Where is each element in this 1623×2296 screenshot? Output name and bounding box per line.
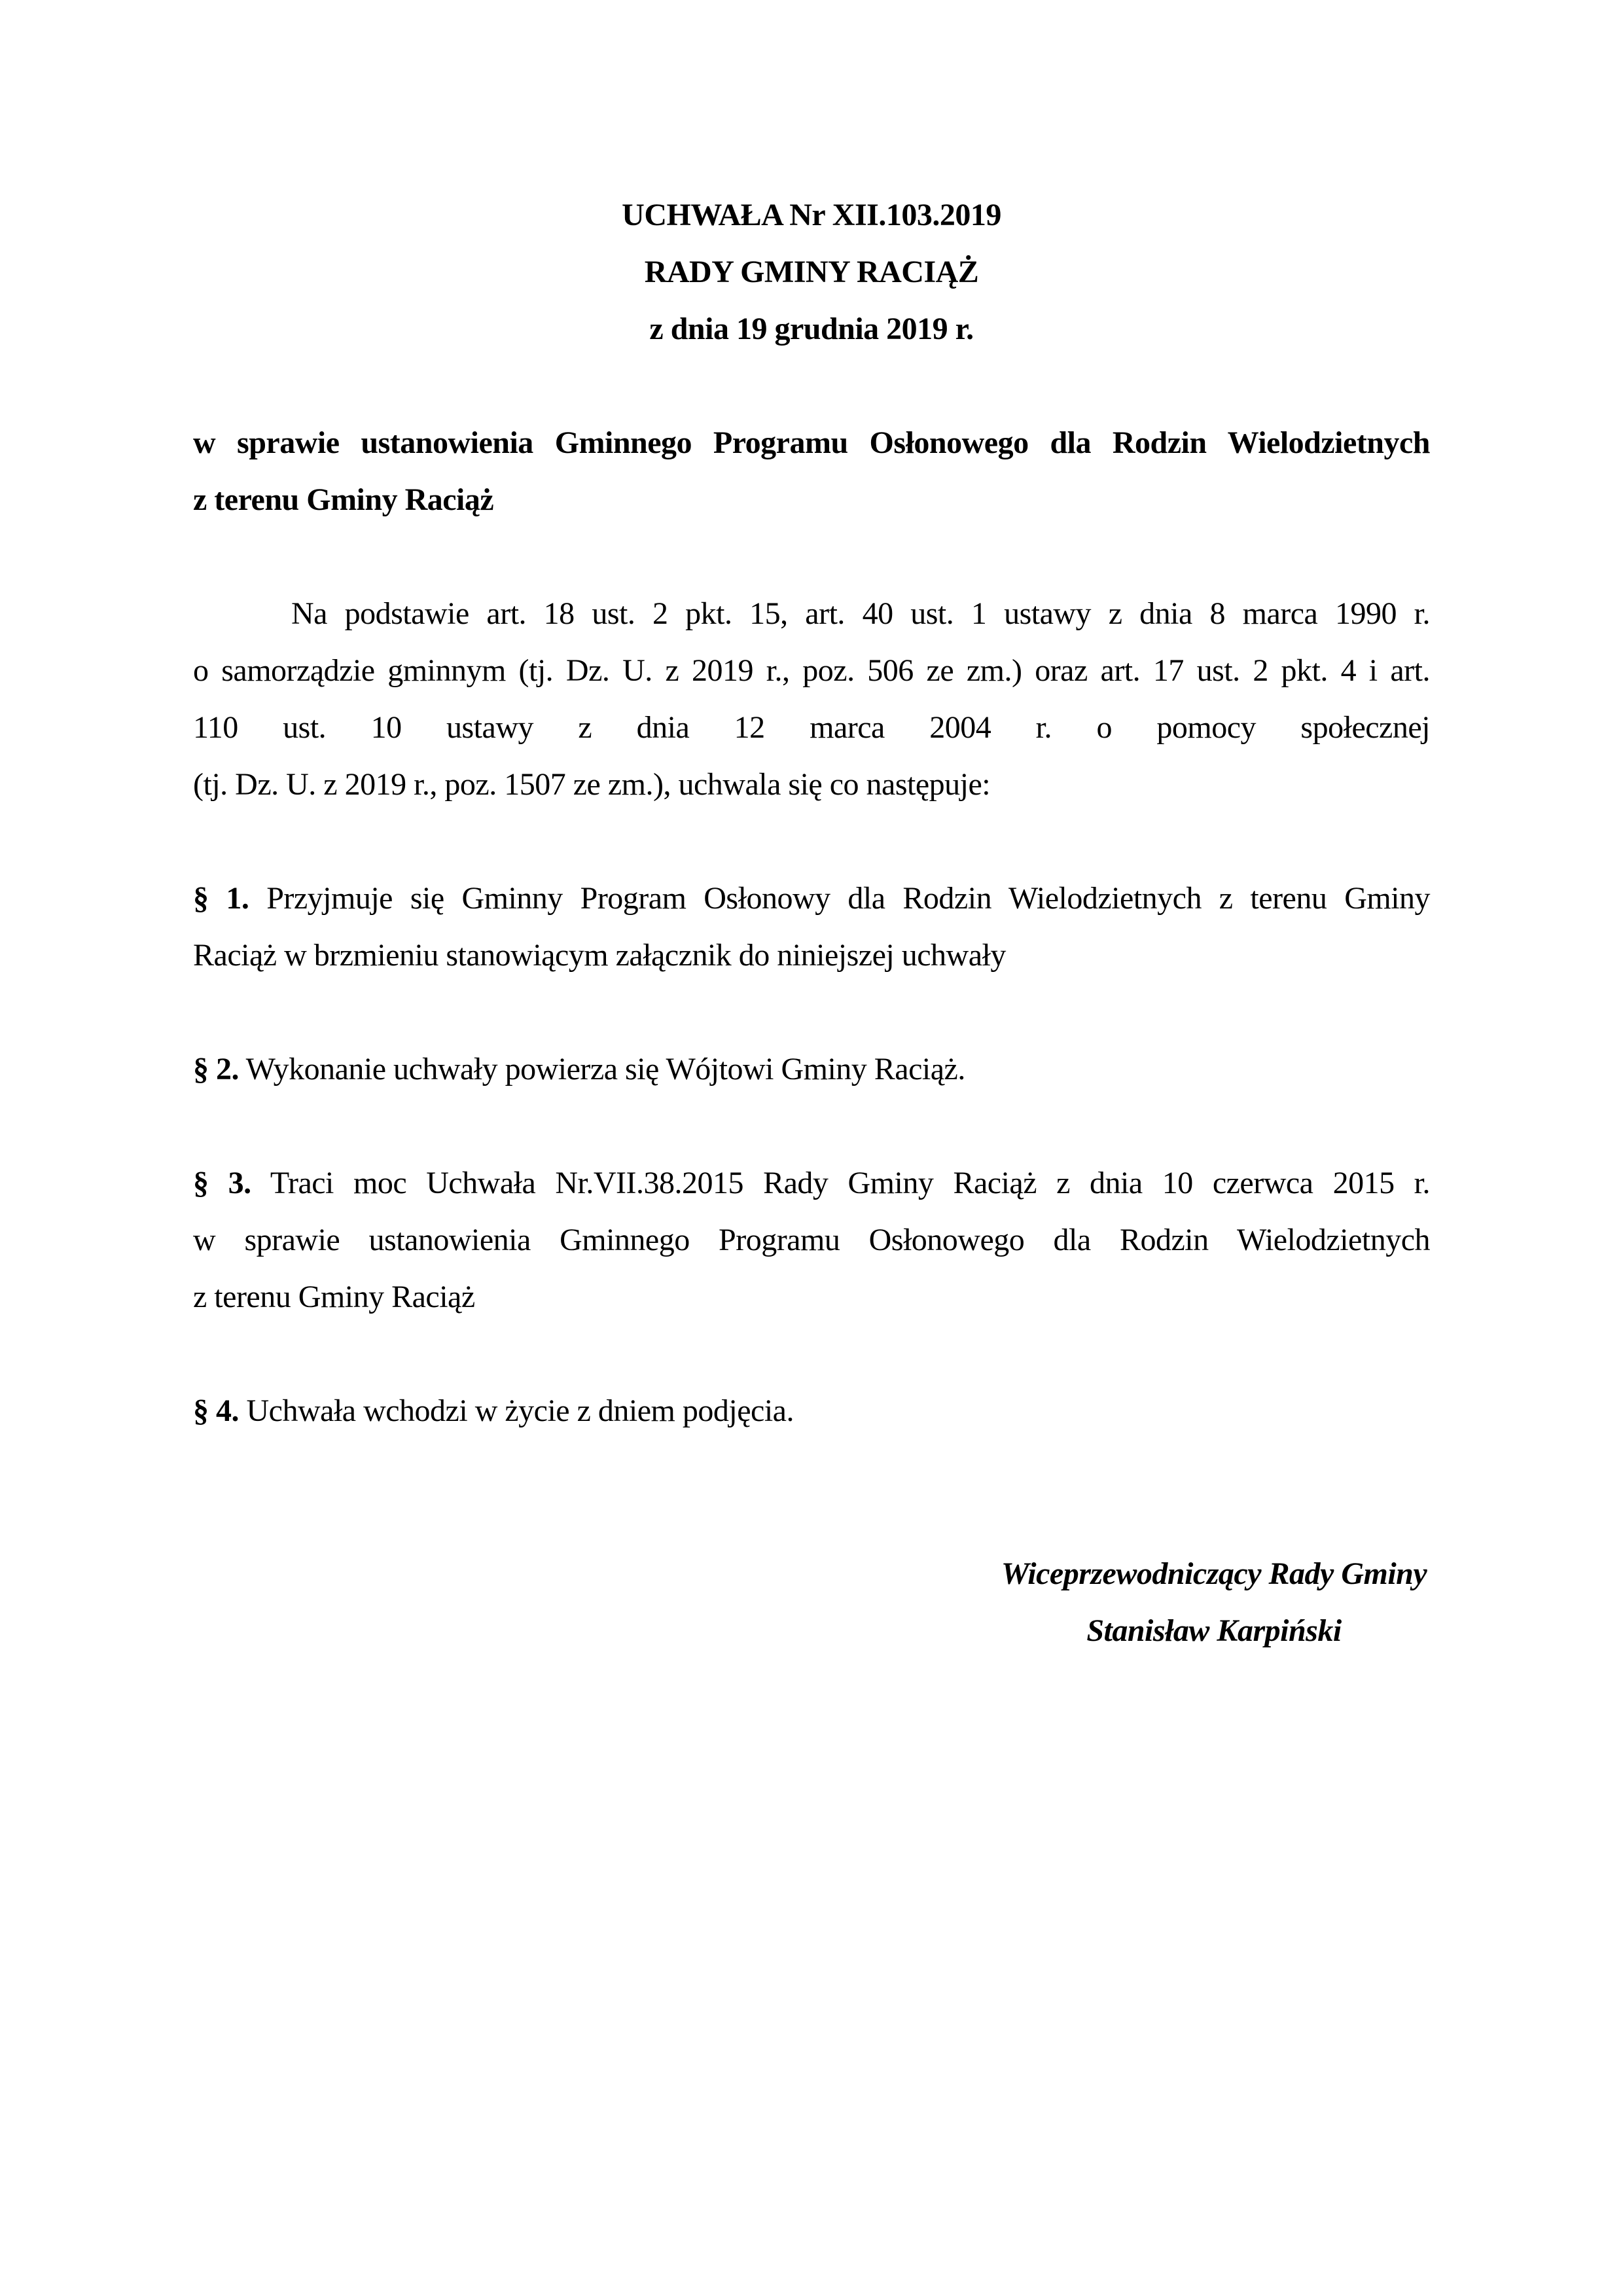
header-date: z dnia 19 grudnia 2019 r. [649, 312, 974, 346]
document-content [193, 187, 1430, 1659]
subject-paragraph [193, 414, 1430, 528]
signature-title: Wiceprzewodniczący Rady Gminy [1001, 1556, 1427, 1591]
section-4-text: Uchwała wchodzi w życie z dniem podjęcia. [246, 1393, 794, 1428]
legal-basis-line: (tj. Dz. U. z 2019 r., poz. 1507 ze zm.), uchwala się co następuje: [193, 767, 991, 802]
section-4 [193, 1382, 1430, 1439]
signature-block [978, 1545, 1450, 1659]
legal-basis-line: Na podstawie art. 18 ust. 2 pkt. 15, art. 40 ust. 1 ustawy z dnia 8 marca 1990 r. [291, 596, 1430, 631]
subject-line: w sprawie ustanowienia Gminnego Programu Osłonowego dla Rodzin Wielodzietnych [193, 425, 1430, 460]
section-line [193, 1041, 1430, 1098]
section-line: Raciąż w brzmieniu stanowiącym załącznik do niniejszej uchwały [193, 938, 1006, 973]
subject-line: z terenu Gminy Raciąż [193, 482, 494, 517]
legal-basis-line: 110 ust. 10 ustawy z dnia 12 marca 2004 r. o pomocy społecznej [193, 710, 1430, 745]
section-line [193, 870, 1430, 927]
section-line: w sprawie ustanowienia Gminnego Programu Osłonowego dla Rodzin Wielodzietnych [193, 1223, 1430, 1257]
section-3 [193, 1155, 1430, 1325]
section-2-text: Wykonanie uchwały powierza się Wójtowi Gminy Raciąż. [245, 1052, 965, 1086]
section-2 [193, 1041, 1430, 1098]
section-3-number: § 3. [193, 1166, 251, 1200]
section-1-number: § 1. [193, 881, 249, 916]
legal-basis-paragraph [193, 585, 1430, 813]
signature-name: Stanisław Karpiński [1086, 1613, 1342, 1648]
section-line: z terenu Gminy Raciąż [193, 1280, 475, 1314]
legal-basis-line: o samorządzie gminnym (tj. Dz. U. z 2019 r., poz. 506 ze zm.) oraz art. 17 ust. 2 pkt. 4 i art. [193, 653, 1430, 688]
header-council-name: RADY GMINY RACIĄŻ [644, 255, 979, 289]
section-line [193, 1155, 1430, 1211]
section-1-text: Przyjmuje się Gminny Program Osłonowy dla Rodzin Wielodzietnych z terenu Gminy [266, 881, 1431, 916]
section-line [193, 1382, 1430, 1439]
section-1 [193, 870, 1430, 984]
document-header [193, 187, 1430, 357]
section-3-text: Traci moc Uchwała Nr.VII.38.2015 Rady Gminy Raciąż z dnia 10 czerwca 2015 r. [270, 1166, 1431, 1200]
section-2-number: § 2. [193, 1052, 239, 1086]
header-resolution-number: UCHWAŁA Nr XII.103.2019 [622, 198, 1001, 232]
section-4-number: § 4. [193, 1393, 239, 1428]
